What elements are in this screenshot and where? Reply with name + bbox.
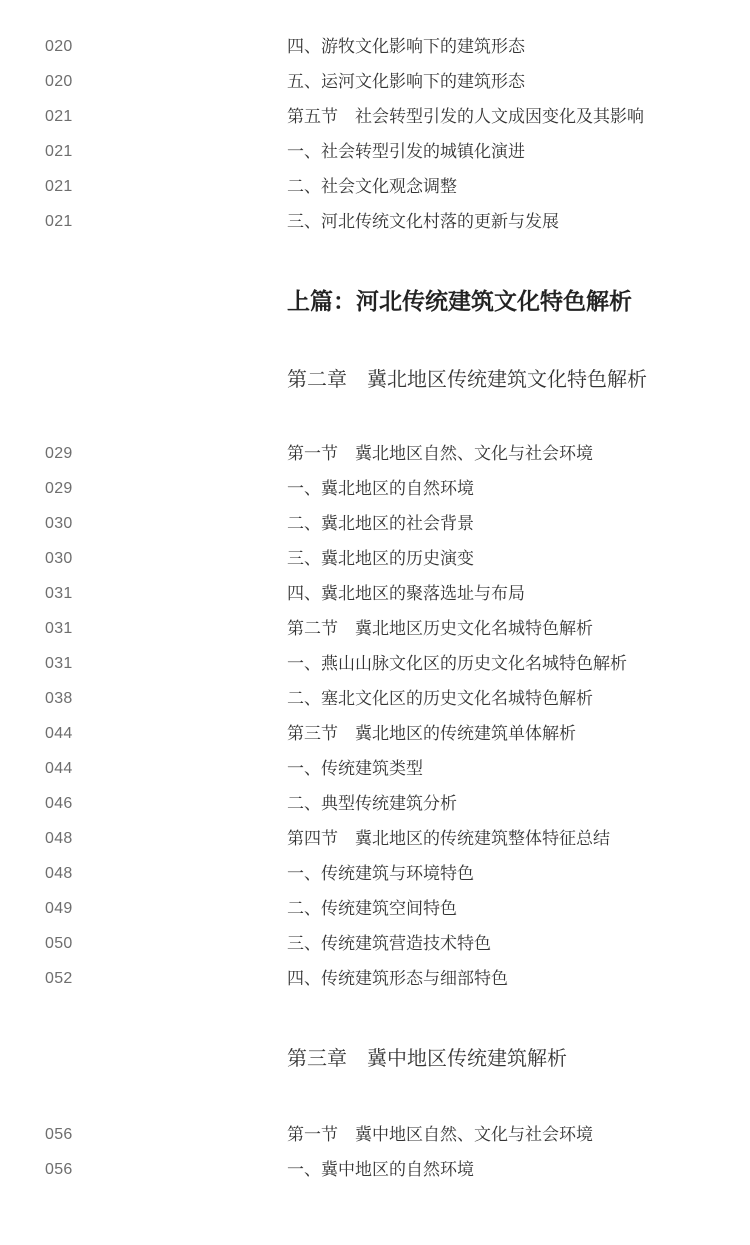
toc-entry-title: 一、传统建筑类型 (287, 759, 423, 779)
toc-row (0, 756, 750, 782)
toc-section-title: 第五节 社会转型引发的人文成因变化及其影响 (287, 107, 644, 127)
toc-row (0, 209, 750, 235)
toc-page-number: 038 (45, 690, 73, 707)
toc-page-number: 021 (45, 213, 73, 230)
toc-page-number: 021 (45, 108, 73, 125)
toc-entry-title: 二、传统建筑空间特色 (287, 899, 457, 919)
toc-row (0, 861, 750, 887)
toc-entry-title: 一、燕山山脉文化区的历史文化名城特色解析 (287, 654, 627, 674)
toc-entry-title: 三、冀北地区的历史演变 (287, 549, 474, 569)
toc-entry-title: 一、传统建筑与环境特色 (287, 864, 474, 884)
toc-row (0, 511, 750, 537)
toc-entry-title: 二、典型传统建筑分析 (287, 794, 457, 814)
toc-page-number: 029 (45, 480, 73, 497)
toc-page-number: 049 (45, 900, 73, 917)
toc-row (0, 1122, 750, 1148)
toc-entry-title: 二、社会文化观念调整 (287, 177, 457, 197)
toc-entry-title: 五、运河文化影响下的建筑形态 (287, 72, 525, 92)
toc-row (0, 139, 750, 165)
toc-page-number: 050 (45, 935, 73, 952)
toc-page-number: 052 (45, 970, 73, 987)
toc-entry-title: 四、游牧文化影响下的建筑形态 (287, 37, 525, 57)
toc-entry-title: 三、传统建筑营造技术特色 (287, 934, 491, 954)
toc-section-title: 第四节 冀北地区的传统建筑整体特征总结 (287, 829, 610, 849)
toc-page-number: 021 (45, 143, 73, 160)
toc-page-number: 020 (45, 73, 73, 90)
toc-row (0, 896, 750, 922)
toc-entry-title: 一、社会转型引发的城镇化演进 (287, 142, 525, 162)
toc-page-number: 031 (45, 620, 73, 637)
toc-row (0, 826, 750, 852)
toc-row (0, 476, 750, 502)
toc-page-number: 029 (45, 445, 73, 462)
toc-row (0, 651, 750, 677)
toc-row (0, 34, 750, 60)
toc-section-title: 第二节 冀北地区历史文化名城特色解析 (287, 619, 593, 639)
toc-page-number: 031 (45, 655, 73, 672)
chapter-heading: 第二章 冀北地区传统建筑文化特色解析 (287, 367, 647, 391)
toc-row (0, 174, 750, 200)
toc-page-number: 056 (45, 1161, 73, 1178)
toc-row (0, 966, 750, 992)
toc-page-number: 048 (45, 865, 73, 882)
toc-page-number: 056 (45, 1126, 73, 1143)
toc-page-number: 044 (45, 760, 73, 777)
toc-page-number: 048 (45, 830, 73, 847)
toc-row (0, 791, 750, 817)
toc-row (0, 686, 750, 712)
toc-page-number: 031 (45, 585, 73, 602)
toc-entry-title: 三、河北传统文化村落的更新与发展 (287, 212, 559, 232)
toc-entry-title: 一、冀北地区的自然环境 (287, 479, 474, 499)
toc-row (0, 104, 750, 130)
toc-section-title: 第一节 冀中地区自然、文化与社会环境 (287, 1125, 593, 1145)
toc-row (0, 1157, 750, 1183)
toc-page-number: 021 (45, 178, 73, 195)
toc-row (0, 931, 750, 957)
toc-row (0, 581, 750, 607)
toc-page-number: 030 (45, 515, 73, 532)
toc-page-number: 046 (45, 795, 73, 812)
toc-page-number: 030 (45, 550, 73, 567)
chapter-heading: 第三章 冀中地区传统建筑解析 (287, 1046, 567, 1070)
toc-row (0, 441, 750, 467)
toc-entry-title: 一、冀中地区的自然环境 (287, 1160, 474, 1180)
toc-row (0, 616, 750, 642)
part-heading: 上篇：河北传统建筑文化特色解析 (287, 289, 632, 315)
toc-row (0, 69, 750, 95)
toc-entry-title: 二、塞北文化区的历史文化名城特色解析 (287, 689, 593, 709)
toc-section-title: 第三节 冀北地区的传统建筑单体解析 (287, 724, 576, 744)
toc-entry-title: 四、传统建筑形态与细部特色 (287, 969, 508, 989)
toc-entry-title: 二、冀北地区的社会背景 (287, 514, 474, 534)
toc-row (0, 546, 750, 572)
toc-page-number: 044 (45, 725, 73, 742)
toc-entry-title: 四、冀北地区的聚落选址与布局 (287, 584, 525, 604)
toc-row (0, 721, 750, 747)
toc-section-title: 第一节 冀北地区自然、文化与社会环境 (287, 444, 593, 464)
toc-page-number: 020 (45, 38, 73, 55)
